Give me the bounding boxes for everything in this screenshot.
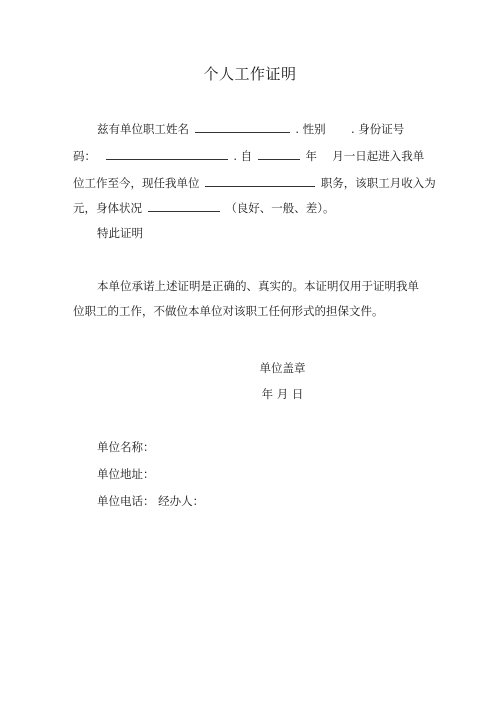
unit-name-label: 单位名称： (97, 440, 155, 454)
pledge-line-2: 位职工的工作，不做位本单位对该职工任何形式的担保文件。 (73, 304, 384, 318)
id-label: . 身份证号 (350, 122, 405, 136)
body-line-3 (73, 175, 436, 190)
month-join-label: 月一日起进入我单 (332, 149, 425, 163)
health-blank[interactable] (148, 200, 220, 212)
since-label: . 自 (233, 149, 253, 163)
name-label: 兹有单位职工姓名 (97, 122, 189, 136)
body-line-1 (97, 121, 404, 136)
special-proof-text: 特此证明 (97, 226, 143, 240)
stamp-date: 年 月 日 (261, 387, 304, 401)
year-blank[interactable] (258, 148, 300, 160)
gender-label: . 性别 (295, 122, 326, 136)
handler-label: 经办人： (158, 494, 205, 508)
position-label: 位工作至今，现任我单位 (73, 176, 200, 190)
health-label: 元，身体状况 (73, 201, 142, 215)
body-line-4 (73, 200, 335, 215)
income-label: 职务，该职工月收入为 (320, 176, 436, 190)
year-label: 年 (305, 149, 317, 163)
unit-address-label: 单位地址： (97, 467, 155, 481)
unit-phone-label: 单位电话： (97, 494, 155, 508)
id-number-blank[interactable] (106, 148, 228, 160)
unit-phone-row (97, 494, 204, 508)
body-line-2 (73, 148, 424, 163)
position-blank[interactable] (205, 175, 315, 187)
page-title: 个人工作证明 (203, 65, 297, 83)
pledge-line-1: 本单位承诺上述证明是正确的、真实的。本证明仅用于证明我单 (97, 279, 419, 293)
name-blank[interactable] (195, 121, 290, 133)
gender-blank[interactable] (331, 122, 345, 133)
health-options: （良好、一般、差）。 (225, 201, 335, 215)
id-continued-label: 码： (73, 149, 96, 163)
stamp-label: 单位盖章 (259, 361, 306, 375)
